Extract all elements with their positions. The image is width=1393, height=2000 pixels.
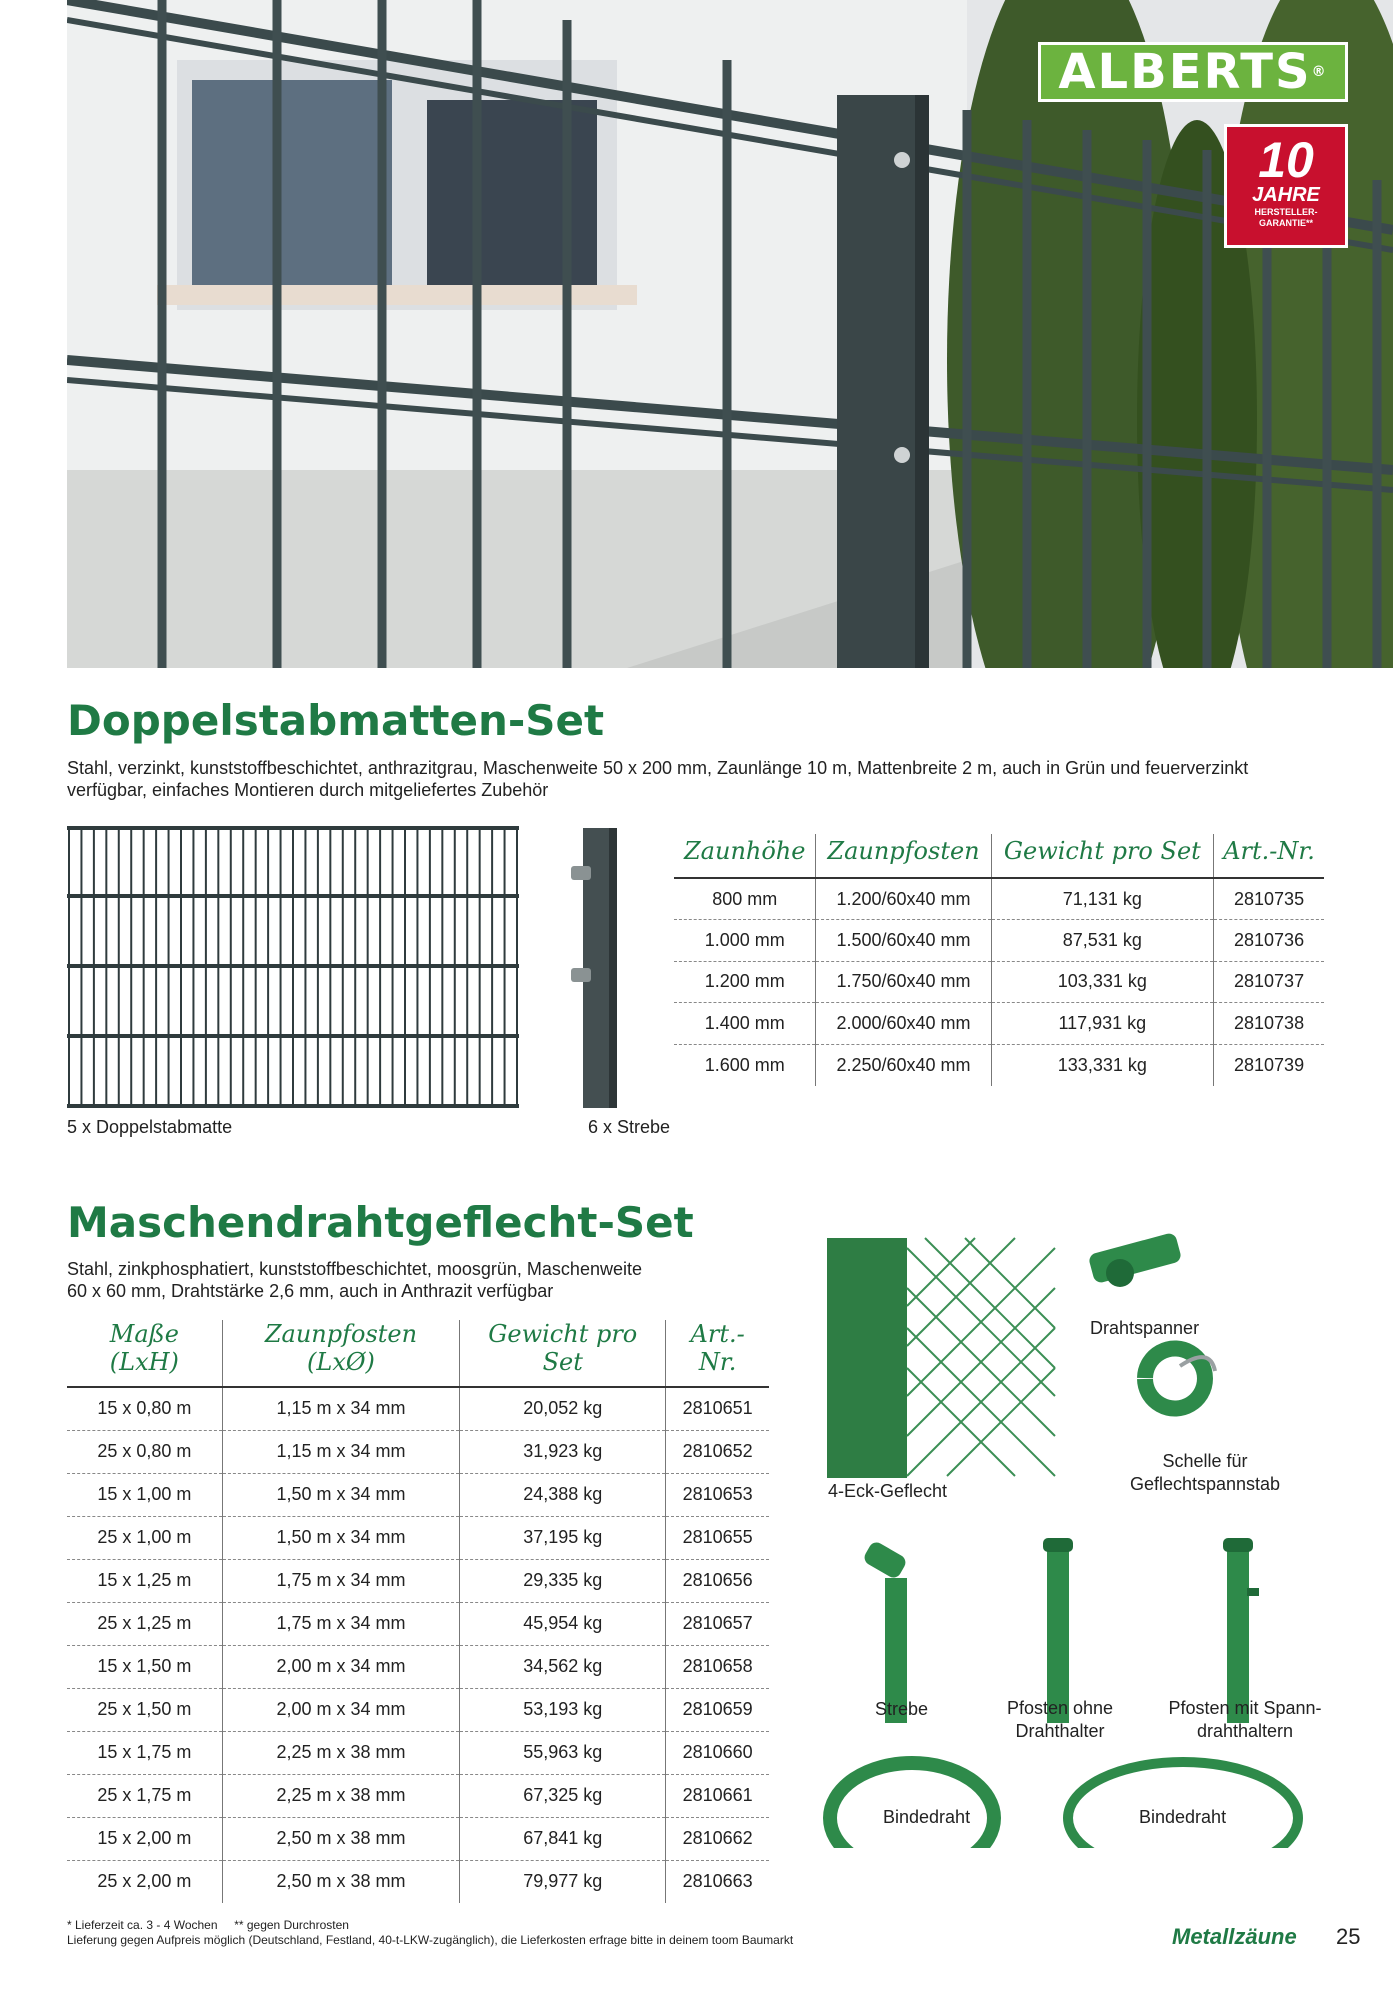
label-bindedraht-a: Bindedraht bbox=[883, 1807, 971, 1827]
strebe-post-drawing bbox=[565, 826, 625, 1112]
guarantee-line1: HERSTELLER- bbox=[1254, 207, 1318, 217]
table-row bbox=[67, 1473, 769, 1516]
table-cell: 25 x 1,00 m bbox=[67, 1516, 222, 1559]
table-cell: 45,954 kg bbox=[460, 1602, 666, 1645]
table-cell: 67,325 kg bbox=[460, 1774, 666, 1817]
table-cell: 1.400 mm bbox=[674, 1003, 816, 1045]
alberts-logo bbox=[1038, 42, 1348, 102]
table-cell: 1,75 m x 34 mm bbox=[222, 1559, 460, 1602]
table-cell: 2810663 bbox=[666, 1860, 769, 1903]
header-zaunpfosten: Zaunpfosten bbox=[816, 834, 991, 878]
guarantee-unit: JAHRE bbox=[1252, 184, 1320, 206]
header-gewicht: Gewicht pro Set bbox=[991, 834, 1214, 878]
table-cell: 2,00 m x 34 mm bbox=[222, 1645, 460, 1688]
header-art-nr: Art.-Nr. bbox=[666, 1320, 769, 1387]
header-zaunpfosten-lxo: Zaunpfosten (LxØ) bbox=[222, 1320, 460, 1387]
table-cell: 2810662 bbox=[666, 1817, 769, 1860]
table-cell: 25 x 1,50 m bbox=[67, 1688, 222, 1731]
table-cell: 2810738 bbox=[1214, 1003, 1324, 1045]
table-cell: 2,50 m x 38 mm bbox=[222, 1817, 460, 1860]
table-cell: 1,50 m x 34 mm bbox=[222, 1516, 460, 1559]
pfosten-ohne-icon bbox=[1043, 1538, 1073, 1723]
label-geflecht: 4-Eck-Geflecht bbox=[828, 1481, 948, 1501]
table-row bbox=[67, 1602, 769, 1645]
table-cell: 1.200/60x40 mm bbox=[816, 878, 991, 920]
table-cell: 2810651 bbox=[666, 1387, 769, 1430]
section2-description bbox=[67, 1258, 747, 1302]
table-cell: 53,193 kg bbox=[460, 1688, 666, 1731]
table-row bbox=[67, 1817, 769, 1860]
table-row bbox=[67, 1860, 769, 1903]
caption-strebe: 6 x Strebe bbox=[588, 1117, 671, 1137]
table-row bbox=[67, 1774, 769, 1817]
table-row bbox=[674, 961, 1324, 1003]
label-schelle-line2: Geflechtspannstab bbox=[1129, 1474, 1281, 1494]
label-pfosten-ohne-line1: Pfosten ohne bbox=[1006, 1698, 1114, 1718]
table-cell: 79,977 kg bbox=[460, 1860, 666, 1903]
table-cell: 2810658 bbox=[666, 1645, 769, 1688]
table-cell: 1,15 m x 34 mm bbox=[222, 1430, 460, 1473]
table-cell: 2810655 bbox=[666, 1516, 769, 1559]
label-schelle bbox=[1110, 1450, 1300, 1496]
table-cell: 2.000/60x40 mm bbox=[816, 1003, 991, 1045]
header-masse: Maße (LxH) bbox=[67, 1320, 222, 1387]
table-row bbox=[67, 1430, 769, 1473]
geflecht-mesh-icon bbox=[907, 1238, 1055, 1476]
table-cell: 2,50 m x 38 mm bbox=[222, 1860, 460, 1903]
table-cell: 1,15 m x 34 mm bbox=[222, 1387, 460, 1430]
guarantee-badge bbox=[1224, 124, 1348, 248]
section2-desc-line2: 60 x 60 mm, Drahtstärke 2,6 mm, auch in Anthrazit verfügbar bbox=[67, 1281, 554, 1301]
table-cell: 1.200 mm bbox=[674, 961, 816, 1003]
table-cell: 2.250/60x40 mm bbox=[816, 1044, 991, 1086]
table-cell: 55,963 kg bbox=[460, 1731, 666, 1774]
table-cell: 24,388 kg bbox=[460, 1473, 666, 1516]
table-cell: 15 x 0,80 m bbox=[67, 1387, 222, 1430]
footnote-1: * Lieferzeit ca. 3 - 4 Wochen ** gegen Durchrosten bbox=[67, 1918, 349, 1932]
table-cell: 2810657 bbox=[666, 1602, 769, 1645]
table-cell: 15 x 2,00 m bbox=[67, 1817, 222, 1860]
table-cell: 87,531 kg bbox=[991, 920, 1214, 962]
table-cell: 133,331 kg bbox=[991, 1044, 1214, 1086]
table-cell: 25 x 1,25 m bbox=[67, 1602, 222, 1645]
section1-desc-line1: Stahl, verzinkt, kunststoffbeschichtet, anthrazitgrau, Maschenweite 50 x 200 mm, Zaunlänge 10 m, Mattenbreite 2 m, auch in Grün und feuerverzinkt bbox=[67, 758, 1249, 778]
table-cell: 15 x 1,50 m bbox=[67, 1645, 222, 1688]
table-cell: 34,562 kg bbox=[460, 1645, 666, 1688]
table-row bbox=[67, 1688, 769, 1731]
header-zaunhoehe: Zaunhöhe bbox=[674, 834, 816, 878]
label-pfosten-mit bbox=[1160, 1697, 1330, 1743]
table-cell: 1.750/60x40 mm bbox=[816, 961, 991, 1003]
table-cell: 2810653 bbox=[666, 1473, 769, 1516]
label-pfosten-ohne-line2: Drahthalter bbox=[1015, 1721, 1105, 1741]
table-cell: 103,331 kg bbox=[991, 961, 1214, 1003]
table-cell: 15 x 1,75 m bbox=[67, 1731, 222, 1774]
label-pfosten-mit-line1: Pfosten mit Spann- bbox=[1168, 1698, 1322, 1718]
table-cell: 2810739 bbox=[1214, 1044, 1324, 1086]
schelle-icon bbox=[1145, 1349, 1215, 1409]
page-number: 25 bbox=[1336, 1924, 1361, 1949]
label-pfosten-ohne bbox=[990, 1697, 1130, 1743]
table-cell: 2810659 bbox=[666, 1688, 769, 1731]
doppelstabmatte-drawing bbox=[67, 826, 522, 1110]
table-cell: 2810736 bbox=[1214, 920, 1324, 962]
caption-doppelstabmatte: 5 x Doppelstabmatte bbox=[67, 1117, 233, 1137]
table-row bbox=[67, 1645, 769, 1688]
table-cell: 15 x 1,25 m bbox=[67, 1559, 222, 1602]
table-cell: 29,335 kg bbox=[460, 1559, 666, 1602]
table-cell: 2810652 bbox=[666, 1430, 769, 1473]
table-cell: 31,923 kg bbox=[460, 1430, 666, 1473]
table-cell: 800 mm bbox=[674, 878, 816, 920]
label-schelle-line1: Schelle für bbox=[1162, 1451, 1248, 1471]
section1-desc-line2: verfügbar, einfaches Montieren durch mitgeliefertes Zubehör bbox=[67, 780, 549, 800]
table-row bbox=[67, 1559, 769, 1602]
table-row bbox=[67, 1516, 769, 1559]
geflecht-roll-icon bbox=[827, 1238, 907, 1478]
table-row bbox=[67, 1731, 769, 1774]
table-cell: 1.500/60x40 mm bbox=[816, 920, 991, 962]
table-cell: 2810661 bbox=[666, 1774, 769, 1817]
table-cell: 2,00 m x 34 mm bbox=[222, 1688, 460, 1731]
table-cell: 2810660 bbox=[666, 1731, 769, 1774]
table-row bbox=[674, 1044, 1324, 1086]
drahtspanner-icon bbox=[1088, 1232, 1183, 1287]
maschendraht-table bbox=[67, 1320, 769, 1903]
guarantee-line2: GARANTIE** bbox=[1258, 218, 1313, 228]
bindedraht-roll-a-icon bbox=[830, 1763, 994, 1848]
table-cell: 15 x 1,00 m bbox=[67, 1473, 222, 1516]
bindedraht-roll-b-icon bbox=[1068, 1762, 1298, 1848]
logo-text: ALBERTS bbox=[1058, 44, 1312, 100]
table-cell: 1.600 mm bbox=[674, 1044, 816, 1086]
table-cell: 25 x 0,80 m bbox=[67, 1430, 222, 1473]
footer-category: Metallzäune bbox=[1172, 1924, 1297, 1949]
table-cell: 1,75 m x 34 mm bbox=[222, 1602, 460, 1645]
footnote-2: Lieferung gegen Aufpreis möglich (Deutschland, Festland, 40-t-LKW-zugänglich), die Lieferkosten erfrage bitte in deinem toom Baumarkt bbox=[67, 1933, 794, 1947]
table-cell: 20,052 kg bbox=[460, 1387, 666, 1430]
guarantee-years: 10 bbox=[1258, 132, 1314, 188]
registered-mark: ® bbox=[1311, 64, 1328, 80]
header-artnr: Art.-Nr. bbox=[1214, 834, 1324, 878]
section1-description bbox=[67, 757, 1367, 801]
table-cell: 2810737 bbox=[1214, 961, 1324, 1003]
strebe-icon bbox=[862, 1540, 909, 1723]
table-cell: 117,931 kg bbox=[991, 1003, 1214, 1045]
section2-title: Maschendrahtgeflecht-Set bbox=[67, 1198, 694, 1247]
table-cell: 2810735 bbox=[1214, 878, 1324, 920]
label-drahtspanner: Drahtspanner bbox=[1090, 1318, 1200, 1338]
table-row bbox=[674, 878, 1324, 920]
section2-desc-line1: Stahl, zinkphosphatiert, kunststoffbeschichtet, moosgrün, Maschenweite bbox=[67, 1259, 642, 1279]
header-gewicht-set: Gewicht pro Set bbox=[460, 1320, 666, 1387]
table-cell: 2,25 m x 38 mm bbox=[222, 1774, 460, 1817]
table-row bbox=[674, 1003, 1324, 1045]
doppelstab-table bbox=[674, 834, 1324, 1086]
table-cell: 71,131 kg bbox=[991, 878, 1214, 920]
label-pfosten-mit-line2: drahthaltern bbox=[1196, 1721, 1294, 1741]
section1-title: Doppelstabmatten-Set bbox=[67, 696, 605, 745]
table-cell: 1.000 mm bbox=[674, 920, 816, 962]
table-row bbox=[67, 1387, 769, 1430]
label-strebe: Strebe bbox=[875, 1699, 929, 1719]
table-cell: 37,195 kg bbox=[460, 1516, 666, 1559]
table-cell: 67,841 kg bbox=[460, 1817, 666, 1860]
table-cell: 2,25 m x 38 mm bbox=[222, 1731, 460, 1774]
pfosten-mit-icon bbox=[1223, 1538, 1259, 1723]
label-bindedraht-b: Bindedraht bbox=[1139, 1807, 1227, 1827]
table-cell: 2810656 bbox=[666, 1559, 769, 1602]
table-row bbox=[674, 920, 1324, 962]
table-cell: 25 x 2,00 m bbox=[67, 1860, 222, 1903]
table-cell: 25 x 1,75 m bbox=[67, 1774, 222, 1817]
table-cell: 1,50 m x 34 mm bbox=[222, 1473, 460, 1516]
